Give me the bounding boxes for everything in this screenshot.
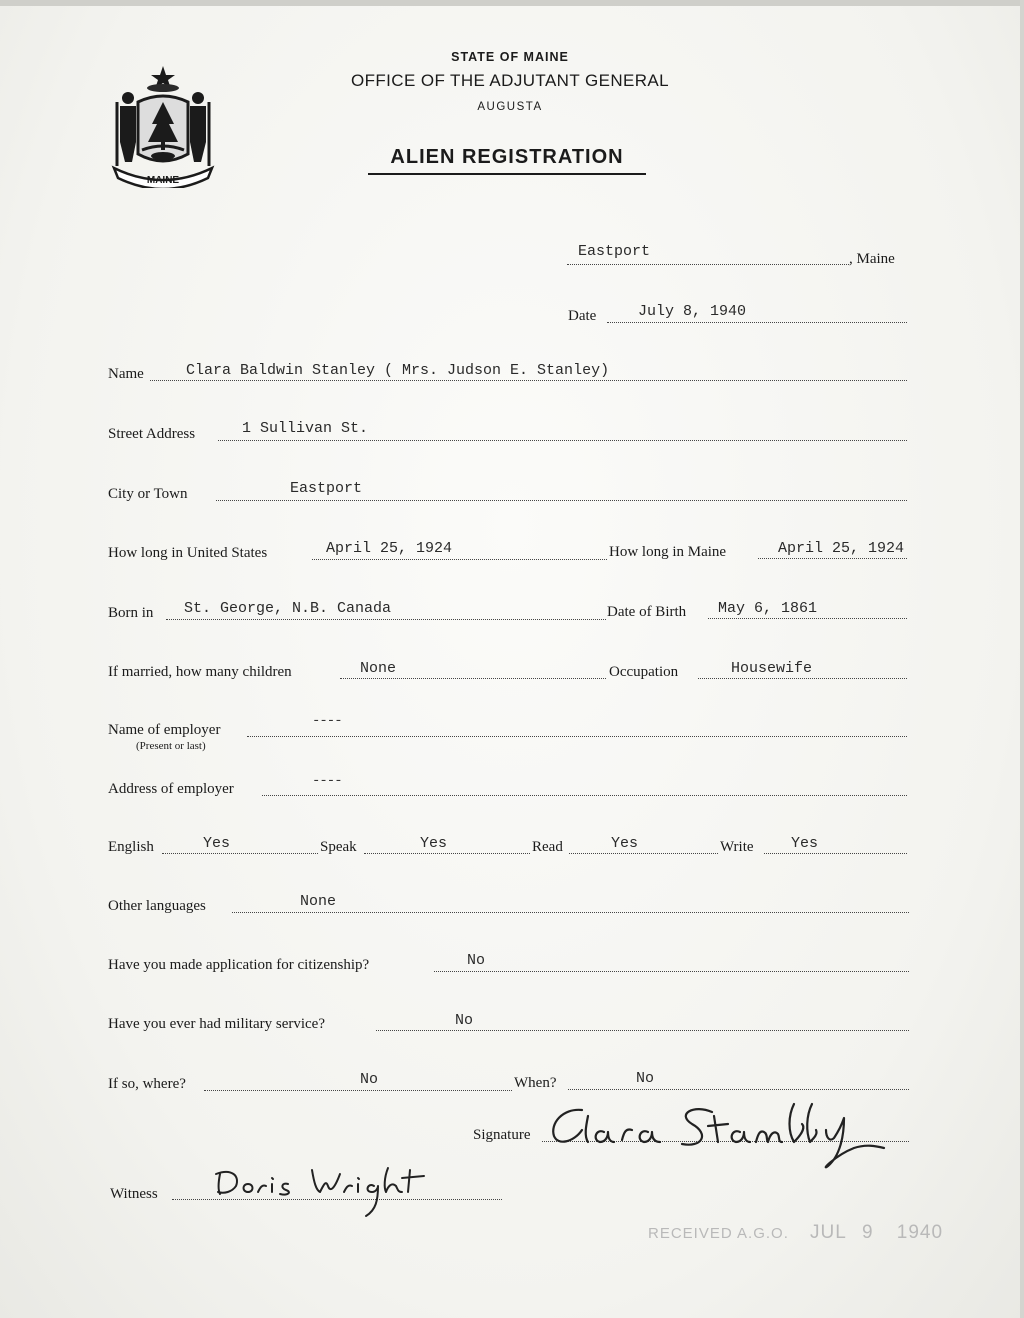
place-value: Eastport — [578, 243, 651, 260]
city-value: Eastport — [290, 480, 363, 497]
employer-value: ---- — [312, 713, 342, 729]
office-heading: OFFICE OF THE ADJUTANT GENERAL — [350, 71, 670, 90]
form-title: ALIEN REGISTRATION — [368, 146, 646, 175]
dob-value: May 6, 1861 — [718, 600, 818, 617]
when-value: No — [636, 1070, 655, 1087]
write-label: Write — [720, 839, 754, 855]
english-label: English — [108, 839, 154, 855]
city-label: City or Town — [108, 486, 188, 502]
stamp-month: JUL — [810, 1222, 847, 1243]
children-label: If married, how many children — [108, 664, 292, 680]
maine-since-label: How long in Maine — [609, 544, 727, 560]
where-value: No — [360, 1071, 379, 1088]
employer-address-label: Address of employer — [108, 781, 234, 797]
state-heading: STATE OF MAINE — [451, 50, 569, 64]
born-in-line — [166, 619, 606, 620]
read-label: Read — [532, 839, 563, 855]
when-line — [568, 1089, 909, 1090]
military-value: No — [455, 1012, 474, 1029]
speak-value: Yes — [420, 835, 448, 852]
where-line — [204, 1090, 512, 1091]
citizenship-label: Have you made application for citizenship? — [108, 957, 370, 973]
name-line — [150, 380, 907, 381]
born-in-label: Born in — [108, 605, 154, 621]
other-languages-label: Other languages — [108, 898, 206, 914]
scan-edge-top — [0, 0, 1024, 6]
english-value: Yes — [203, 835, 231, 852]
stamp-text: RECEIVED A.G.O. — [648, 1225, 789, 1242]
maine-since-value: April 25, 1924 — [778, 540, 905, 557]
street-label: Street Address — [108, 426, 196, 442]
when-label: When? — [514, 1075, 557, 1091]
military-line — [376, 1030, 909, 1031]
dob-label: Date of Birth — [607, 604, 687, 620]
seal-motto: MAINE — [146, 175, 180, 186]
read-value: Yes — [611, 835, 639, 852]
english-line — [162, 853, 318, 854]
city-line — [216, 500, 907, 501]
employer-sublabel: (Present or last) — [136, 740, 206, 752]
speak-label: Speak — [320, 839, 357, 855]
signature-handwriting — [544, 1096, 889, 1180]
military-label: Have you ever had military service? — [108, 1016, 325, 1032]
citizenship-line — [434, 971, 909, 972]
place-suffix: , Maine — [849, 251, 895, 267]
signature-label: Signature — [473, 1127, 531, 1143]
name-label: Name — [108, 366, 144, 382]
received-stamp — [648, 1222, 943, 1244]
read-line — [569, 853, 718, 854]
scan-edge-right — [1020, 0, 1024, 1318]
employer-label: Name of employer — [108, 722, 221, 738]
write-value: Yes — [791, 835, 819, 852]
children-value: None — [360, 660, 397, 677]
date-line — [607, 322, 907, 323]
date-label: Date — [568, 308, 597, 324]
employer-address-value: ---- — [312, 773, 342, 789]
occupation-label: Occupation — [609, 664, 679, 680]
witness-label: Witness — [110, 1186, 158, 1202]
other-languages-line — [232, 912, 909, 913]
other-languages-value: None — [300, 893, 337, 910]
citizenship-value: No — [467, 952, 486, 969]
speak-line — [364, 853, 530, 854]
city-heading: AUGUSTA — [477, 101, 543, 113]
stamp-day: 9 — [862, 1222, 874, 1243]
dob-line — [708, 618, 907, 619]
street-value: 1 Sullivan St. — [242, 420, 369, 437]
us-since-value: April 25, 1924 — [326, 540, 453, 557]
place-line — [567, 264, 849, 265]
witness-handwriting — [212, 1160, 432, 1226]
where-label: If so, where? — [108, 1076, 186, 1092]
occupation-line — [698, 678, 907, 679]
maine-since-line — [758, 558, 907, 559]
street-line — [218, 440, 907, 441]
maine-state-seal-icon — [108, 62, 218, 188]
employer-address-line — [262, 795, 907, 796]
employer-line — [247, 736, 907, 737]
us-since-label: How long in United States — [108, 545, 268, 561]
us-since-line — [312, 559, 607, 560]
born-in-value: St. George, N.B. Canada — [184, 600, 392, 617]
stamp-year: 1940 — [896, 1222, 944, 1243]
occupation-value: Housewife — [731, 660, 813, 677]
name-value: Clara Baldwin Stanley ( Mrs. Judson E. Stanley) — [186, 362, 610, 379]
children-line — [340, 678, 606, 679]
write-line — [764, 853, 907, 854]
date-value: July 8, 1940 — [638, 303, 747, 320]
